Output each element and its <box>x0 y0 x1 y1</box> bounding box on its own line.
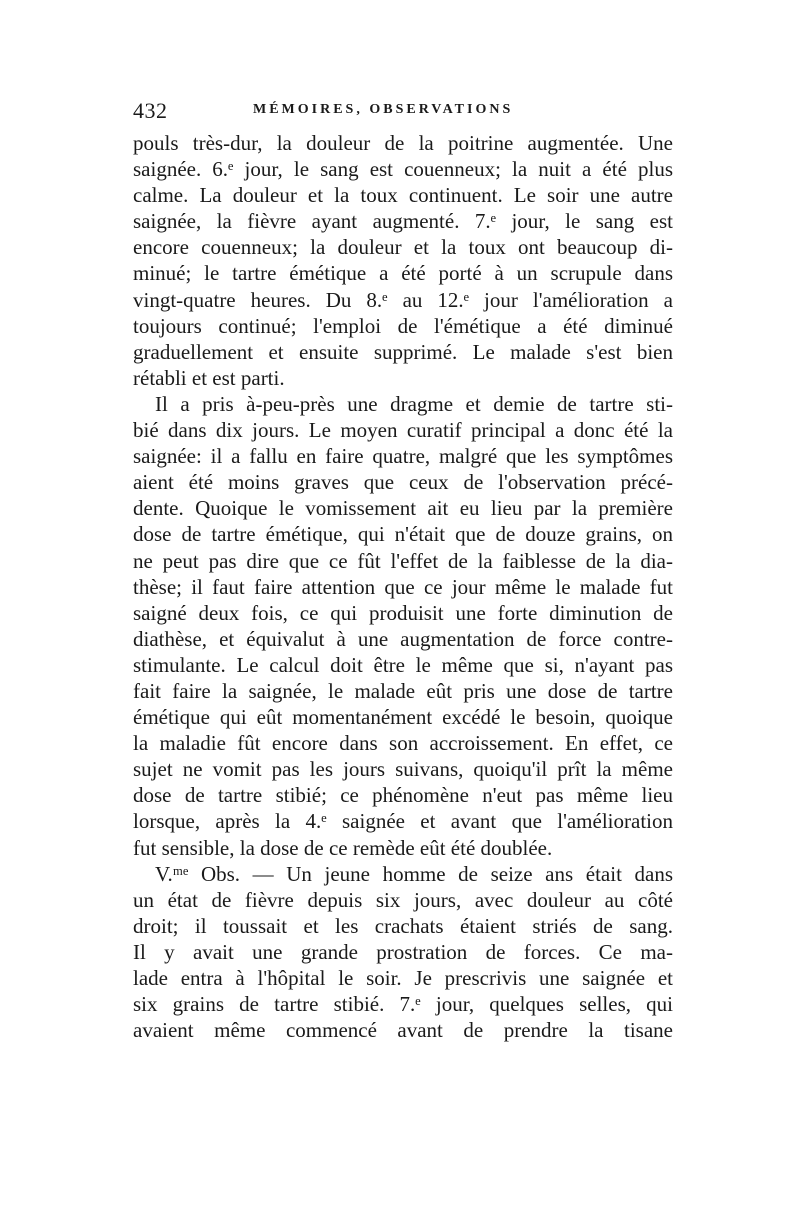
page-number: 432 <box>133 98 168 123</box>
text-line: ne peut pas dire que ce fût l'effet de la faiblesse de la dia- <box>133 548 673 573</box>
observation-heading-line: V.ᵐᵉ Obs. — Un jeune homme de seize ans était dans <box>155 861 673 886</box>
text-line: aient été moins graves que ceux de l'observation précé- <box>133 470 673 495</box>
text-line: lorsque, après la 4.ᵉ saignée et avant que l'amélioration <box>133 809 673 834</box>
text-line: droit; il toussait et les crachats étaient striés de sang. <box>133 913 673 938</box>
text-line: Il y avait une grande prostration de forces. Ce ma- <box>133 939 673 964</box>
text-line: saignée. 6.ᵉ jour, le sang est couenneux; la nuit a été plus <box>133 157 673 182</box>
text-line: dose de tartre stibié; ce phénomène n'eut pas même lieu <box>133 783 673 808</box>
text-line: calme. La douleur et la toux continuent. Le soir une autre <box>133 183 673 208</box>
text-line: thèse; il faut faire attention que ce jour même le malade fut <box>133 574 673 599</box>
paragraph-start-line: Il a pris à-peu-près une dragme et demie de tartre sti- <box>155 391 673 416</box>
text-line: diathèse, et équivalut à une augmentation de force contre- <box>133 626 673 651</box>
text-line: minué; le tartre émétique a été porté à un scrupule dans <box>133 261 673 286</box>
text-line: saignée, la fièvre ayant augmenté. 7.ᵉ jour, le sang est <box>133 209 673 234</box>
text-line: avaient même commencé avant de prendre la tisane <box>133 1018 673 1043</box>
text-line: la maladie fût encore dans son accroissement. En effet, ce <box>133 731 673 756</box>
page-header <box>133 98 673 126</box>
text-line: un état de fièvre depuis six jours, avec douleur au côté <box>133 887 673 912</box>
body-text <box>133 130 673 1043</box>
text-line: émétique qui eût momentanément excédé le besoin, quoique <box>133 705 673 730</box>
text-line: fait faire la saignée, le malade eût pris une dose de tartre <box>133 678 673 703</box>
text-line: fut sensible, la dose de ce remède eût été doublée. <box>133 835 553 860</box>
text-line: dente. Quoique le vomissement ait eu lieu par la première <box>133 496 673 521</box>
text-line: toujours continué; l'emploi de l'émétique a été diminué <box>133 313 673 338</box>
text-line: bié dans dix jours. Le moyen curatif principal a donc été la <box>133 418 673 443</box>
text-line: encore couenneux; la douleur et la toux ont beaucoup di- <box>133 235 673 260</box>
text-line: rétabli et est parti. <box>133 365 285 390</box>
running-title: MÉMOIRES, OBSERVATIONS <box>253 102 514 117</box>
text-line: pouls très-dur, la douleur de la poitrine augmentée. Une <box>133 131 673 155</box>
text-line: saignée: il a fallu en faire quatre, malgré que les symptômes <box>133 444 673 469</box>
text-line: vingt-quatre heures. Du 8.ᵉ au 12.ᵉ jour l'amélioration a <box>133 287 673 312</box>
text-line: six grains de tartre stibié. 7.ᵉ jour, quelques selles, qui <box>133 992 673 1017</box>
text-line: stimulante. Le calcul doit être le même que si, n'ayant pas <box>133 652 673 677</box>
text-line: graduellement et ensuite supprimé. Le malade s'est bien <box>133 339 673 364</box>
text-line: sujet ne vomit pas les jours suivans, quoiqu'il prît la même <box>133 757 673 782</box>
text-line: dose de tartre émétique, qui n'était que de douze grains, on <box>133 522 673 547</box>
text-line: saigné deux fois, ce qui produisit une forte diminution de <box>133 600 673 625</box>
text-line: lade entra à l'hôpital le soir. Je prescrivis une saignée et <box>133 966 673 990</box>
